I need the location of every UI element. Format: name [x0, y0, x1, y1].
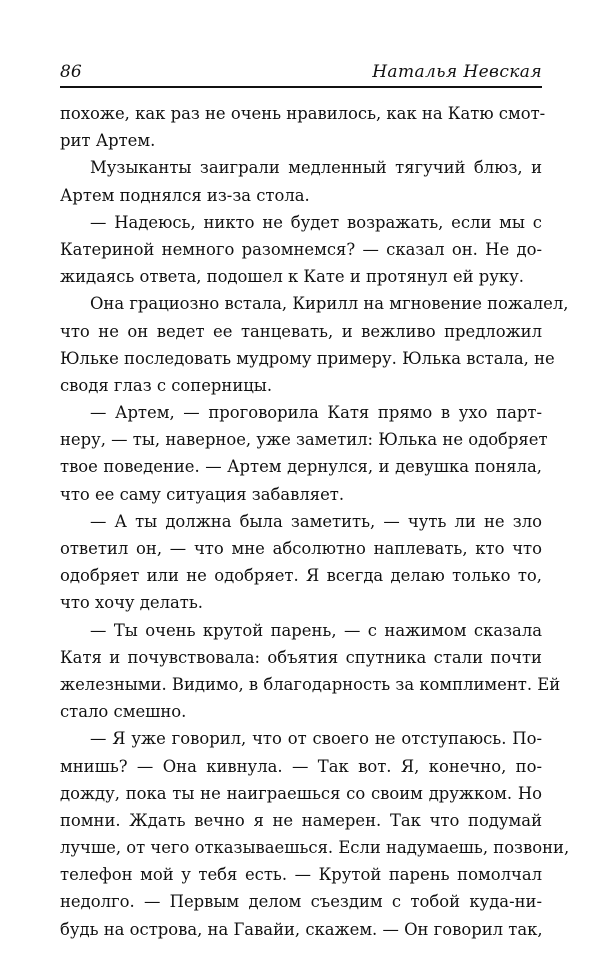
text-line: помни. Ждать вечно я не намерен. Так что подумай — [60, 810, 542, 830]
text-line: — Надеюсь, никто не будет возражать, если мы с — [90, 212, 542, 232]
text-line: — Я уже говорил, что от своего не отступаюсь. По- — [90, 729, 542, 749]
text-line: железными. Видимо, в благодарность за комплимент. Ей — [60, 674, 561, 694]
text-line: недолго. — Первым делом съездим с тобой куда-ни- — [60, 892, 542, 912]
text-line: что не он ведет ее танцевать, и вежливо предложил — [60, 321, 542, 341]
text-line: что ее саму ситуация забавляет. — [60, 484, 345, 504]
text-line: Артем поднялся из-за стола. — [60, 185, 310, 205]
text-line: Музыканты заиграли медленный тягучий блюз, и — [90, 158, 542, 178]
text-line: — Артем, — проговорила Катя прямо в ухо парт- — [90, 403, 542, 423]
text-line: жидаясь ответа, подошел к Кате и протянул ей руку. — [60, 267, 524, 287]
text-line: одобряет или не одобряет. Я всегда делаю только то, — [60, 566, 542, 586]
page-number: 86 — [60, 62, 82, 82]
text-line: мнишь? — Она кивнула. — Так вот. Я, конечно, по- — [60, 756, 542, 776]
text-line: — Ты очень крутой парень, — с нажимом сказала — [90, 620, 542, 640]
text-line: рит Артем. — [60, 131, 156, 151]
text-line: ответил он, — что мне абсолютно наплевать, кто что — [60, 539, 542, 558]
text-line: твое поведение. — Артем дернулся, и девушка поняла, — [60, 457, 542, 477]
text-line: телефон мой у тебя есть. — Крутой парень помолчал — [60, 865, 542, 885]
text-line: дожду, пока ты не наиграешься со своим дружком. Но — [60, 783, 542, 803]
text-line: что хочу делать. — [60, 593, 203, 613]
text-line: лучше, от чего отказываешься. Если надумаешь, позвони, — [60, 838, 570, 858]
text-line: стало смешно. — [60, 702, 187, 722]
text-line: — А ты должна была заметить, — чуть ли не зло — [90, 511, 542, 531]
text-line: будь на острова, на Гавайи, скажем. — Он говорил так, — [60, 919, 543, 939]
text-line: Она грациозно встала, Кирилл на мгновение пожалел, — [90, 294, 569, 314]
text-line: сводя глаз с соперницы. — [60, 375, 273, 395]
book-page — [60, 62, 570, 943]
text-line: Юльке последовать мудрому примеру. Юлька встала, не — [60, 348, 555, 368]
text-line: Катериной немного разомнемся? — сказал он. Не до- — [60, 239, 542, 259]
text-line: неру, — ты, наверное, уже заметил: Юлька не одобряет — [60, 430, 548, 450]
text-line: похоже, как раз не очень нравилось, как на Катю смот- — [60, 104, 546, 123]
running-head — [60, 62, 542, 88]
author-name: Наталья Невская — [372, 62, 542, 82]
text-line: Катя и почувствовала: объятия спутника стали почти — [60, 647, 542, 667]
body-text — [60, 100, 570, 943]
